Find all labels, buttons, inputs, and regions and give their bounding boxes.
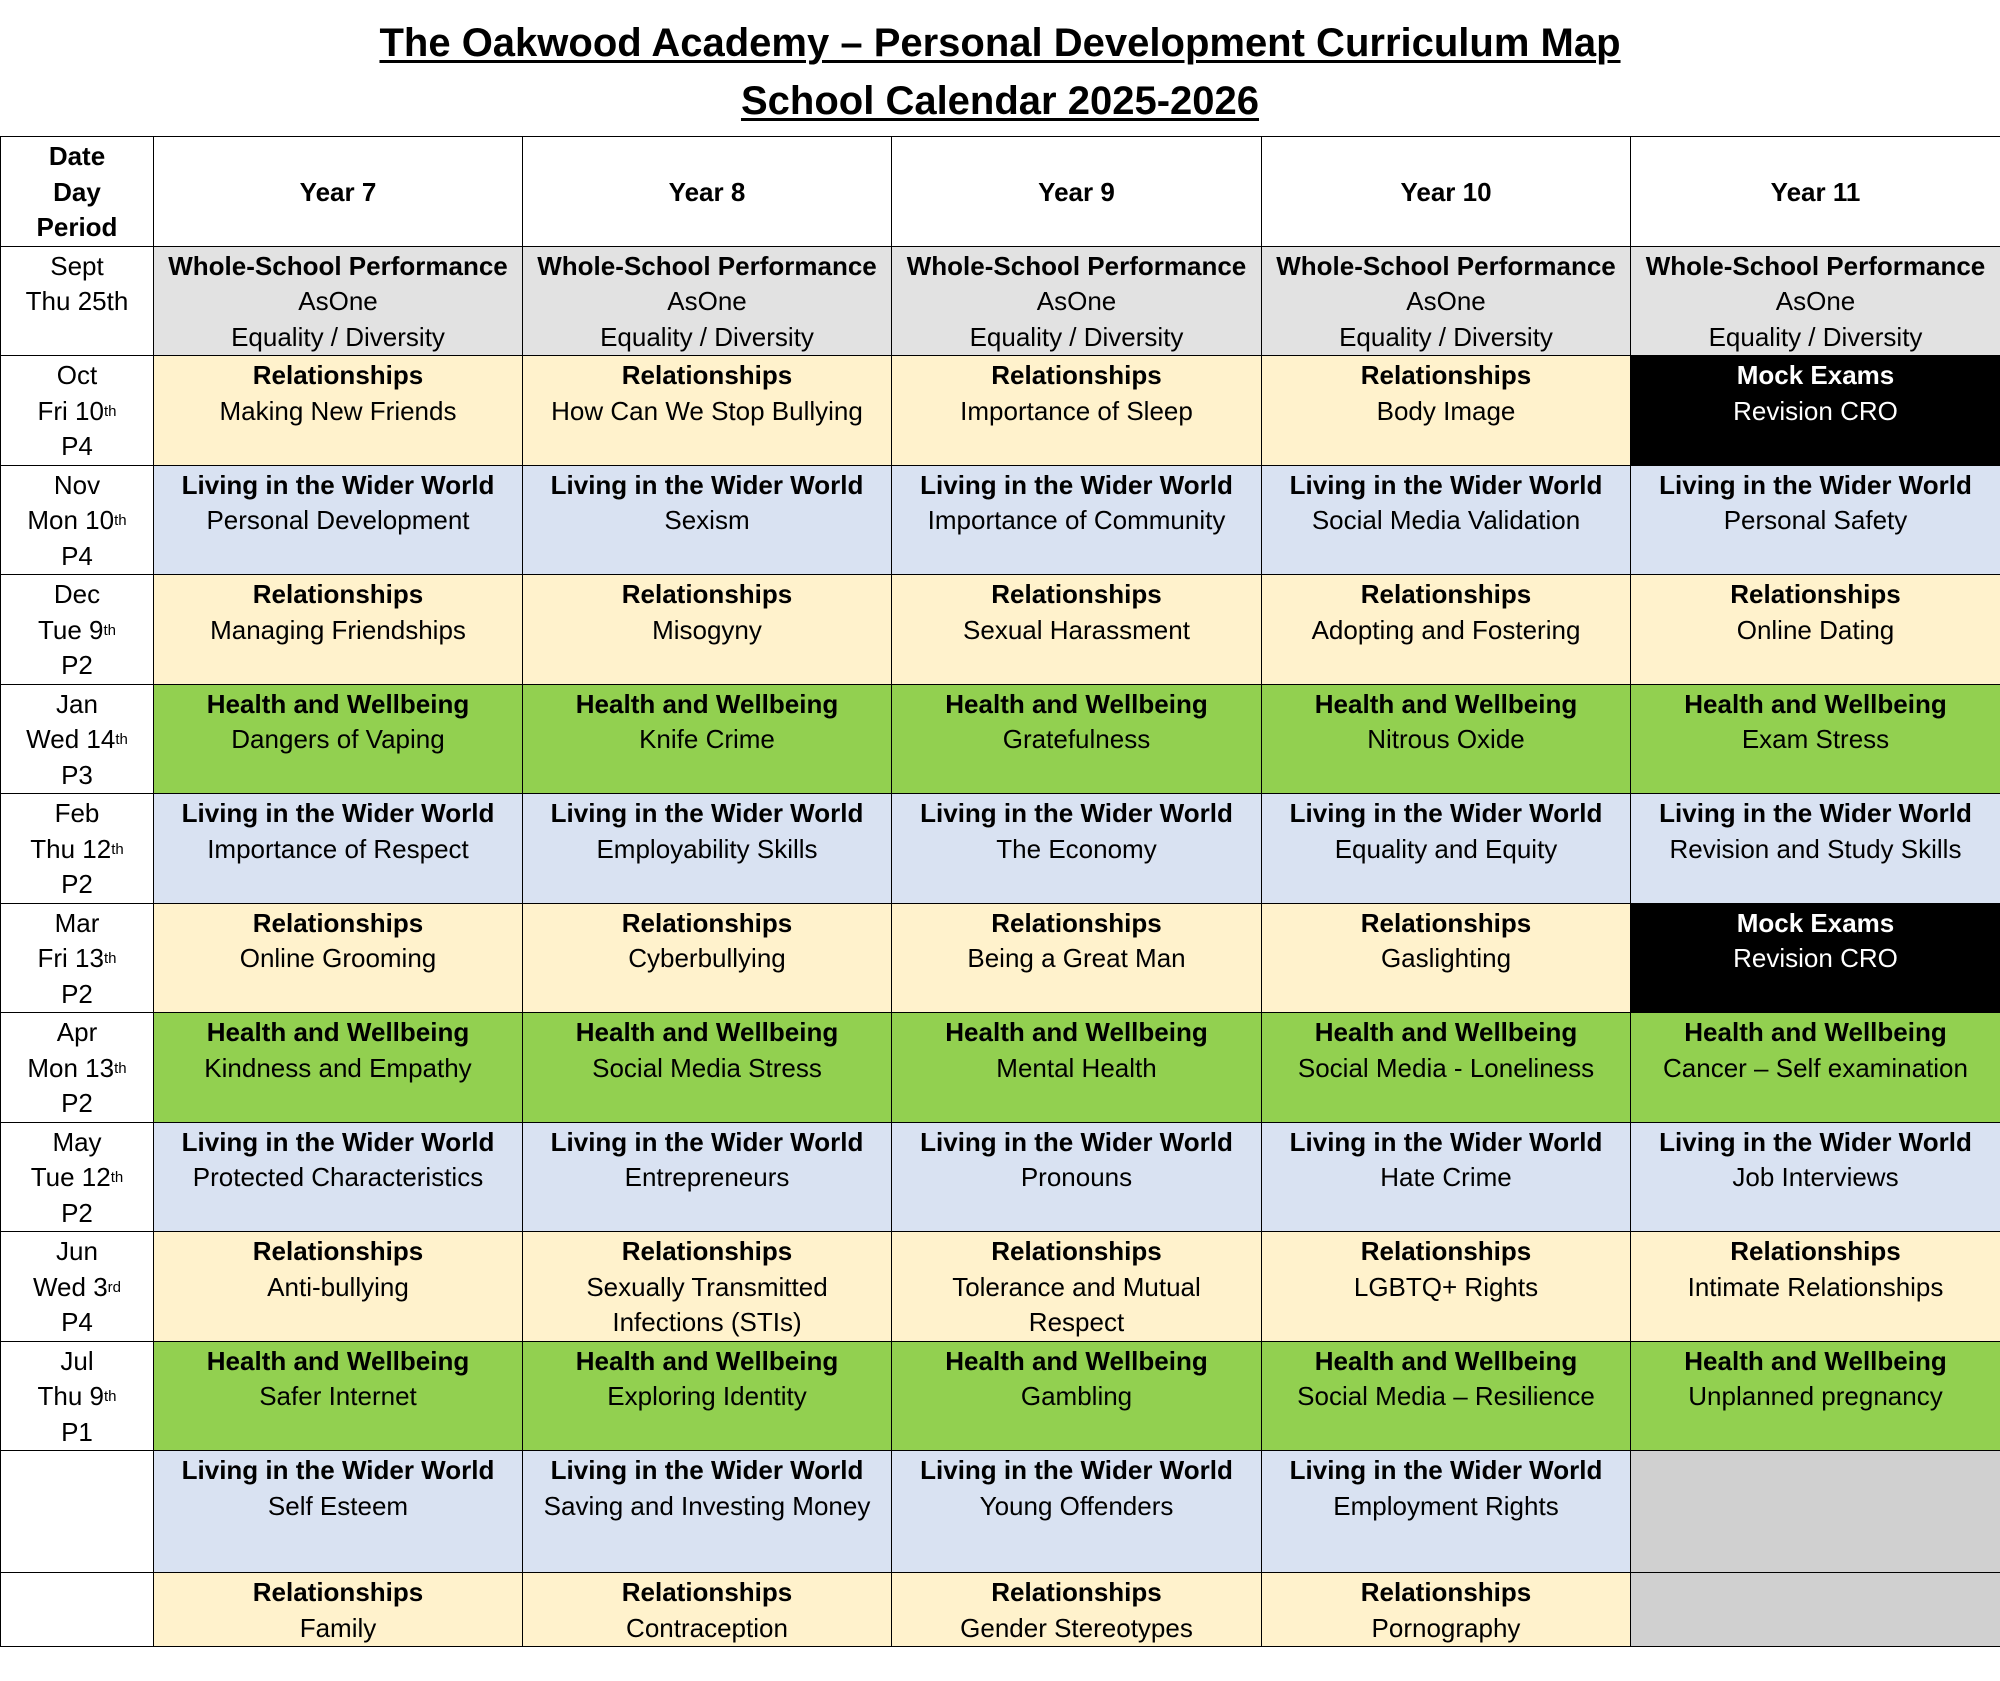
lesson-topic: Pornography (1371, 1612, 1521, 1643)
day-ordinal-suffix: th (103, 402, 117, 420)
year-9-lesson-cell (892, 684, 1262, 794)
lesson-category: Living in the Wider World (1289, 1126, 1603, 1157)
date-cell (1, 903, 154, 1013)
day-ordinal-suffix: rd (107, 1278, 122, 1296)
lesson-category: Health and Wellbeing (575, 1345, 839, 1376)
year-9-lesson-cell (892, 794, 1262, 904)
lesson-topic: Social Media – Resilience (1297, 1381, 1595, 1411)
lesson-topic: Sexism (664, 505, 750, 535)
year-7-lesson-cell (154, 465, 523, 575)
lesson-category: Whole-School Performance (1276, 250, 1616, 281)
lesson-topic: Equality and Equity (1334, 833, 1558, 864)
lesson-topic: How Can We Stop Bullying (551, 395, 863, 426)
year-11-lesson-cell (1631, 684, 2000, 794)
period-label: P3 (61, 759, 93, 790)
lesson-topic: Tolerance and Mutual (952, 1271, 1201, 1302)
lesson-topic: Intimate Relationships (1687, 1271, 1944, 1302)
year-9-lesson-cell (892, 1451, 1262, 1573)
year-8-lesson-cell (523, 684, 892, 794)
lesson-category: Living in the Wider World (181, 1455, 495, 1485)
year-7-lesson-cell (154, 575, 523, 685)
year-8-lesson-cell (523, 246, 892, 356)
lesson-category: Whole-School Performance (906, 250, 1247, 281)
lesson-topic: Adopting and Fostering (1311, 614, 1581, 645)
day-ordinal-suffix: th (111, 840, 124, 858)
year-7-lesson-cell (154, 246, 523, 356)
table-row (1, 356, 2000, 466)
lesson-category: Relationships (1360, 1577, 1532, 1607)
lesson-category: Relationships (252, 1236, 424, 1266)
table-row (1, 794, 2000, 904)
year-8-lesson-cell (523, 1122, 892, 1232)
year-11-lesson-cell (1631, 903, 2000, 1013)
lesson-topic: Gaslighting (1380, 943, 1512, 973)
year-8-lesson-cell (523, 1232, 892, 1342)
date-cell (1, 1122, 154, 1232)
lesson-topic: Online Grooming (239, 943, 437, 973)
lesson-category: Living in the Wider World (1289, 798, 1603, 828)
year-8-lesson-cell (523, 465, 892, 575)
lesson-topic: Cyberbullying (628, 943, 786, 973)
lesson-category: Whole-School Performance (537, 250, 877, 281)
date-cell (1, 465, 154, 575)
period-label: P2 (61, 1088, 93, 1118)
lesson-category: Relationships (621, 360, 793, 390)
lesson-category: Health and Wellbeing (1684, 1017, 1947, 1047)
lesson-category: Relationships (1360, 1236, 1532, 1266)
table-row (1, 903, 2000, 1013)
lesson-topic: Revision CRO (1733, 943, 1898, 973)
year-11-lesson-cell (1631, 246, 2000, 356)
lesson-topic: Employability Skills (596, 833, 818, 864)
year-9-lesson-cell (892, 575, 1262, 685)
lesson-category: Relationships (252, 1577, 424, 1607)
year-9-lesson-cell (892, 903, 1262, 1013)
lesson-category: Relationships (1730, 579, 1901, 609)
day-label (5, 1379, 149, 1415)
table-row (1, 1122, 2000, 1232)
lesson-topic: Entrepreneurs (624, 1162, 790, 1192)
day-label (5, 1051, 149, 1087)
year-7-lesson-cell (154, 794, 523, 904)
lesson-category: Mock Exams (1736, 360, 1895, 390)
day-ordinal-suffix: th (110, 1169, 124, 1186)
year-7-lesson-cell (154, 1232, 523, 1342)
month-label: Apr (56, 1017, 98, 1047)
month-label: Jul (60, 1345, 94, 1376)
day-label (5, 613, 149, 649)
lesson-topic: Personal Safety (1723, 505, 1908, 535)
lesson-topic: Revision and Study Skills (1669, 833, 1962, 864)
year-10-lesson-cell (1262, 903, 1631, 1013)
lesson-topic: Mental Health (996, 1052, 1157, 1083)
day-ordinal-suffix: th (103, 621, 117, 639)
lesson-topic: Exam Stress (1741, 724, 1890, 754)
lesson-topic: Online Dating (1736, 614, 1895, 645)
lesson-category: Mock Exams (1736, 907, 1895, 938)
day-text: Tue 9 (37, 614, 104, 645)
lesson-topic: Employment Rights (1333, 1490, 1559, 1521)
year-7-lesson-cell (154, 1013, 523, 1123)
lesson-category: Living in the Wider World (550, 1455, 864, 1485)
lesson-category: Relationships (621, 1577, 793, 1607)
lesson-topic: Kindness and Empathy (204, 1052, 472, 1083)
lesson-category: Health and Wellbeing (1314, 1345, 1578, 1376)
lesson-topic: Pronouns (1020, 1162, 1133, 1192)
lesson-category: Whole-School Performance (1645, 250, 1986, 281)
day-text: Fri 13 (37, 943, 104, 973)
lesson-topic: Gratefulness (1002, 724, 1151, 754)
year-8-lesson-cell (523, 1451, 892, 1573)
table-row (1, 1451, 2000, 1573)
date-cell (1, 356, 154, 466)
page-title: The Oakwood Academy – Personal Development Curriculum Map (379, 21, 1621, 65)
lesson-topic: Social Media Stress (592, 1052, 822, 1083)
period-label: P2 (61, 978, 93, 1009)
day-label (5, 284, 149, 320)
year-7-lesson-cell (154, 1122, 523, 1232)
lesson-category: Living in the Wider World (1289, 469, 1603, 500)
lesson-category: Health and Wellbeing (575, 688, 839, 719)
year-10-lesson-cell (1262, 1341, 1631, 1451)
day-text: Thu 9 (37, 1381, 104, 1411)
day-ordinal-suffix: th (114, 512, 127, 529)
lesson-topic: Managing Friendships (210, 614, 466, 645)
month-label: Jan (56, 688, 98, 719)
day-text: Tue 12 (30, 1162, 111, 1192)
lesson-topic: Social Media - Loneliness (1297, 1052, 1595, 1083)
table-row (1, 1232, 2000, 1342)
month-label: Mar (54, 907, 100, 938)
year-11-lesson-cell (1631, 1232, 2000, 1342)
lesson-category: Living in the Wider World (550, 469, 864, 500)
year-11-lesson-cell (1631, 465, 2000, 575)
lesson-category: Living in the Wider World (1289, 1455, 1603, 1485)
lesson-category: Health and Wellbeing (945, 1345, 1208, 1376)
lesson-category: Relationships (621, 1236, 793, 1266)
year-10-lesson-cell (1262, 465, 1631, 575)
day-label (5, 503, 149, 539)
lesson-topic: AsOne (1775, 286, 1856, 316)
date-cell (1, 1232, 154, 1342)
lesson-category: Relationships (1730, 1236, 1901, 1266)
lesson-category: Living in the Wider World (550, 1126, 864, 1157)
date-cell (1, 1451, 154, 1573)
period-label: P1 (61, 1416, 93, 1447)
lesson-category: Living in the Wider World (550, 798, 864, 828)
year-10-lesson-cell (1262, 684, 1631, 794)
lesson-topic: Young Offenders (979, 1490, 1174, 1521)
year-7-header: Year 7 (154, 137, 523, 247)
header-row (1, 137, 2000, 247)
lesson-topic: Social Media Validation (1311, 505, 1581, 535)
lesson-category: Health and Wellbeing (1314, 1017, 1578, 1047)
lesson-category: Relationships (621, 579, 793, 609)
date-cell (1, 1573, 154, 1647)
day-text: Thu 12 (30, 833, 112, 864)
lesson-topic: AsOne (667, 286, 747, 316)
lesson-topic: Anti-bullying (267, 1271, 409, 1302)
day-text: Thu 25th (25, 286, 129, 316)
period-header-label: Period (36, 212, 118, 242)
year-10-lesson-cell (1262, 356, 1631, 466)
lesson-topic: Protected Characteristics (192, 1162, 484, 1192)
month-label: Jun (56, 1236, 98, 1266)
day-ordinal-suffix: th (103, 1388, 117, 1405)
lesson-category: Relationships (991, 1236, 1162, 1266)
year-10-lesson-cell (1262, 1573, 1631, 1647)
day-text: Fri 10 (37, 395, 104, 426)
day-label (5, 1160, 149, 1196)
lesson-topic: Importance of Sleep (960, 395, 1193, 426)
year-7-lesson-cell (154, 1573, 523, 1647)
day-label (5, 722, 149, 758)
period-label: P4 (61, 431, 93, 461)
year-7-lesson-cell (154, 1341, 523, 1451)
period-label: P2 (61, 650, 93, 680)
lesson-category: Living in the Wider World (1659, 1126, 1972, 1157)
day-label (5, 941, 149, 977)
year-8-lesson-cell (523, 1573, 892, 1647)
lesson-topic: Saving and Investing Money (543, 1490, 871, 1521)
lesson-category: Health and Wellbeing (1684, 1345, 1947, 1376)
year-10-lesson-cell (1262, 1122, 1631, 1232)
date-cell (1, 684, 154, 794)
lesson-topic-line-2: Infections (STIs) (612, 1307, 802, 1337)
year-11-lesson-cell (1631, 1122, 2000, 1232)
table-row (1, 246, 2000, 356)
lesson-topic: Making New Friends (219, 395, 457, 426)
year-11-lesson-cell (1631, 575, 2000, 685)
day-text: Mon 10 (27, 505, 115, 535)
lesson-topic-line-2: Equality / Diversity (600, 321, 814, 352)
title-block (0, 14, 2000, 130)
lesson-topic: Importance of Community (927, 505, 1226, 535)
year-10-lesson-cell (1262, 1232, 1631, 1342)
lesson-topic: AsOne (1406, 286, 1486, 316)
year-11-lesson-cell (1631, 794, 2000, 904)
lesson-topic: Being a Great Man (967, 943, 1186, 973)
lesson-category: Living in the Wider World (181, 798, 495, 828)
year-8-lesson-cell (523, 356, 892, 466)
month-label: Sept (50, 250, 104, 281)
lesson-category: Living in the Wider World (181, 1126, 495, 1157)
lesson-topic: Job Interviews (1732, 1162, 1899, 1192)
lesson-topic: Family (299, 1612, 377, 1643)
day-label (5, 394, 149, 430)
table-row (1, 1573, 2000, 1647)
table-row (1, 465, 2000, 575)
lesson-topic: Revision CRO (1733, 395, 1898, 426)
table-row (1, 575, 2000, 685)
lesson-category: Living in the Wider World (181, 469, 495, 500)
table-row (1, 684, 2000, 794)
lesson-topic-line-2: Respect (1028, 1307, 1125, 1337)
month-label: Feb (54, 798, 100, 828)
lesson-topic: The Economy (996, 833, 1157, 864)
lesson-category: Health and Wellbeing (575, 1017, 839, 1047)
lesson-topic: Safer Internet (259, 1381, 417, 1411)
year-8-lesson-cell (523, 794, 892, 904)
table-row (1, 1341, 2000, 1451)
year-7-lesson-cell (154, 356, 523, 466)
lesson-category: Relationships (991, 907, 1162, 938)
period-label: P2 (61, 1197, 93, 1228)
year-7-lesson-cell (154, 903, 523, 1013)
lesson-category: Health and Wellbeing (206, 1017, 470, 1047)
lesson-category: Living in the Wider World (920, 469, 1233, 500)
year-7-lesson-cell (154, 684, 523, 794)
lesson-category: Relationships (1360, 907, 1532, 938)
curriculum-map-table (0, 136, 2000, 1647)
lesson-category: Relationships (1360, 360, 1532, 390)
lesson-topic-line-2: Equality / Diversity (1339, 321, 1553, 352)
lesson-topic: Misogyny (652, 614, 762, 645)
year-11-lesson-cell (1631, 1341, 2000, 1451)
date-header (1, 137, 154, 247)
year-9-lesson-cell (892, 1232, 1262, 1342)
year-11-lesson-cell (1631, 1451, 2000, 1573)
year-7-lesson-cell (154, 1451, 523, 1573)
lesson-category: Relationships (991, 360, 1162, 390)
date-cell (1, 575, 154, 685)
day-text: Wed 14 (26, 724, 116, 754)
lesson-category: Health and Wellbeing (206, 688, 470, 719)
day-ordinal-suffix: th (103, 950, 117, 967)
lesson-topic: Cancer – Self examination (1663, 1052, 1968, 1083)
lesson-topic: LGBTQ+ Rights (1353, 1271, 1539, 1302)
date-cell (1, 794, 154, 904)
lesson-category: Relationships (252, 907, 424, 938)
lesson-category: Relationships (621, 907, 793, 938)
lesson-category: Relationships (991, 579, 1162, 609)
lesson-topic: Hate Crime (1380, 1162, 1512, 1192)
year-11-lesson-cell (1631, 1573, 2000, 1647)
lesson-topic: Knife Crime (639, 724, 775, 754)
lesson-category: Living in the Wider World (920, 1126, 1233, 1157)
month-label: Nov (53, 469, 101, 500)
year-10-lesson-cell (1262, 1013, 1631, 1123)
lesson-topic: AsOne (1036, 286, 1117, 316)
year-10-lesson-cell (1262, 575, 1631, 685)
day-label (5, 1270, 149, 1306)
year-11-lesson-cell (1631, 1013, 2000, 1123)
year-10-lesson-cell (1262, 1451, 1631, 1573)
month-label: Dec (53, 579, 101, 609)
lesson-topic: Unplanned pregnancy (1688, 1381, 1943, 1411)
year-8-lesson-cell (523, 575, 892, 685)
year-10-lesson-cell (1262, 246, 1631, 356)
lesson-category: Relationships (252, 360, 424, 390)
year-8-header: Year 8 (523, 137, 892, 247)
year-9-lesson-cell (892, 1013, 1262, 1123)
year-11-header: Year 11 (1631, 137, 2000, 247)
lesson-topic: Body Image (1376, 395, 1516, 426)
lesson-topic: Importance of Respect (207, 833, 469, 864)
period-label: P4 (61, 1307, 93, 1337)
lesson-topic: Sexually Transmitted (586, 1271, 828, 1302)
lesson-category: Living in the Wider World (920, 1455, 1233, 1485)
date-cell (1, 1341, 154, 1451)
year-9-lesson-cell (892, 465, 1262, 575)
lesson-category: Health and Wellbeing (945, 1017, 1208, 1047)
lesson-category: Living in the Wider World (920, 798, 1233, 828)
lesson-topic: Exploring Identity (607, 1381, 807, 1411)
day-ordinal-suffix: th (115, 731, 128, 748)
lesson-topic: Gambling (1020, 1381, 1133, 1411)
year-9-lesson-cell (892, 1341, 1262, 1451)
lesson-topic: Contraception (626, 1612, 788, 1643)
year-9-lesson-cell (892, 1122, 1262, 1232)
lesson-topic: Personal Development (206, 505, 470, 535)
period-label: P4 (61, 540, 93, 571)
lesson-category: Living in the Wider World (1659, 469, 1972, 500)
lesson-topic: Dangers of Vaping (231, 724, 445, 754)
day-text: Wed 3 (32, 1271, 108, 1302)
date-cell (1, 1013, 154, 1123)
year-8-lesson-cell (523, 1341, 892, 1451)
year-11-lesson-cell (1631, 356, 2000, 466)
year-9-lesson-cell (892, 1573, 1262, 1647)
lesson-category: Living in the Wider World (1659, 798, 1972, 828)
year-9-lesson-cell (892, 356, 1262, 466)
table-row (1, 1013, 2000, 1123)
date-cell (1, 246, 154, 356)
page-subtitle: School Calendar 2025-2026 (740, 79, 1260, 123)
day-header-label: Day (53, 176, 101, 207)
year-8-lesson-cell (523, 903, 892, 1013)
month-label: Oct (56, 360, 98, 390)
lesson-category: Whole-School Performance (168, 250, 508, 281)
lesson-topic: Gender Stereotypes (960, 1612, 1193, 1643)
lesson-category: Health and Wellbeing (206, 1345, 470, 1376)
lesson-topic: Nitrous Oxide (1367, 724, 1525, 754)
lesson-topic: Self Esteem (267, 1490, 409, 1521)
month-label: May (52, 1126, 102, 1157)
lesson-category: Relationships (1360, 579, 1532, 609)
day-text: Mon 13 (27, 1052, 115, 1083)
lesson-category: Relationships (991, 1577, 1162, 1607)
lesson-topic-line-2: Equality / Diversity (969, 321, 1184, 352)
lesson-topic-line-2: Equality / Diversity (1708, 321, 1923, 352)
day-label (5, 832, 149, 868)
lesson-category: Health and Wellbeing (1684, 688, 1947, 719)
lesson-topic-line-2: Equality / Diversity (231, 321, 445, 352)
day-ordinal-suffix: th (114, 1059, 127, 1077)
period-label: P2 (61, 869, 93, 899)
lesson-topic: Sexual Harassment (963, 614, 1190, 645)
lesson-category: Health and Wellbeing (1314, 688, 1578, 719)
year-9-header: Year 9 (892, 137, 1262, 247)
date-header-label: Date (48, 141, 106, 171)
lesson-category: Health and Wellbeing (945, 688, 1208, 719)
lesson-category: Relationships (252, 579, 424, 609)
year-8-lesson-cell (523, 1013, 892, 1123)
year-10-header: Year 10 (1262, 137, 1631, 247)
lesson-topic: AsOne (298, 286, 378, 316)
year-9-lesson-cell (892, 246, 1262, 356)
year-10-lesson-cell (1262, 794, 1631, 904)
